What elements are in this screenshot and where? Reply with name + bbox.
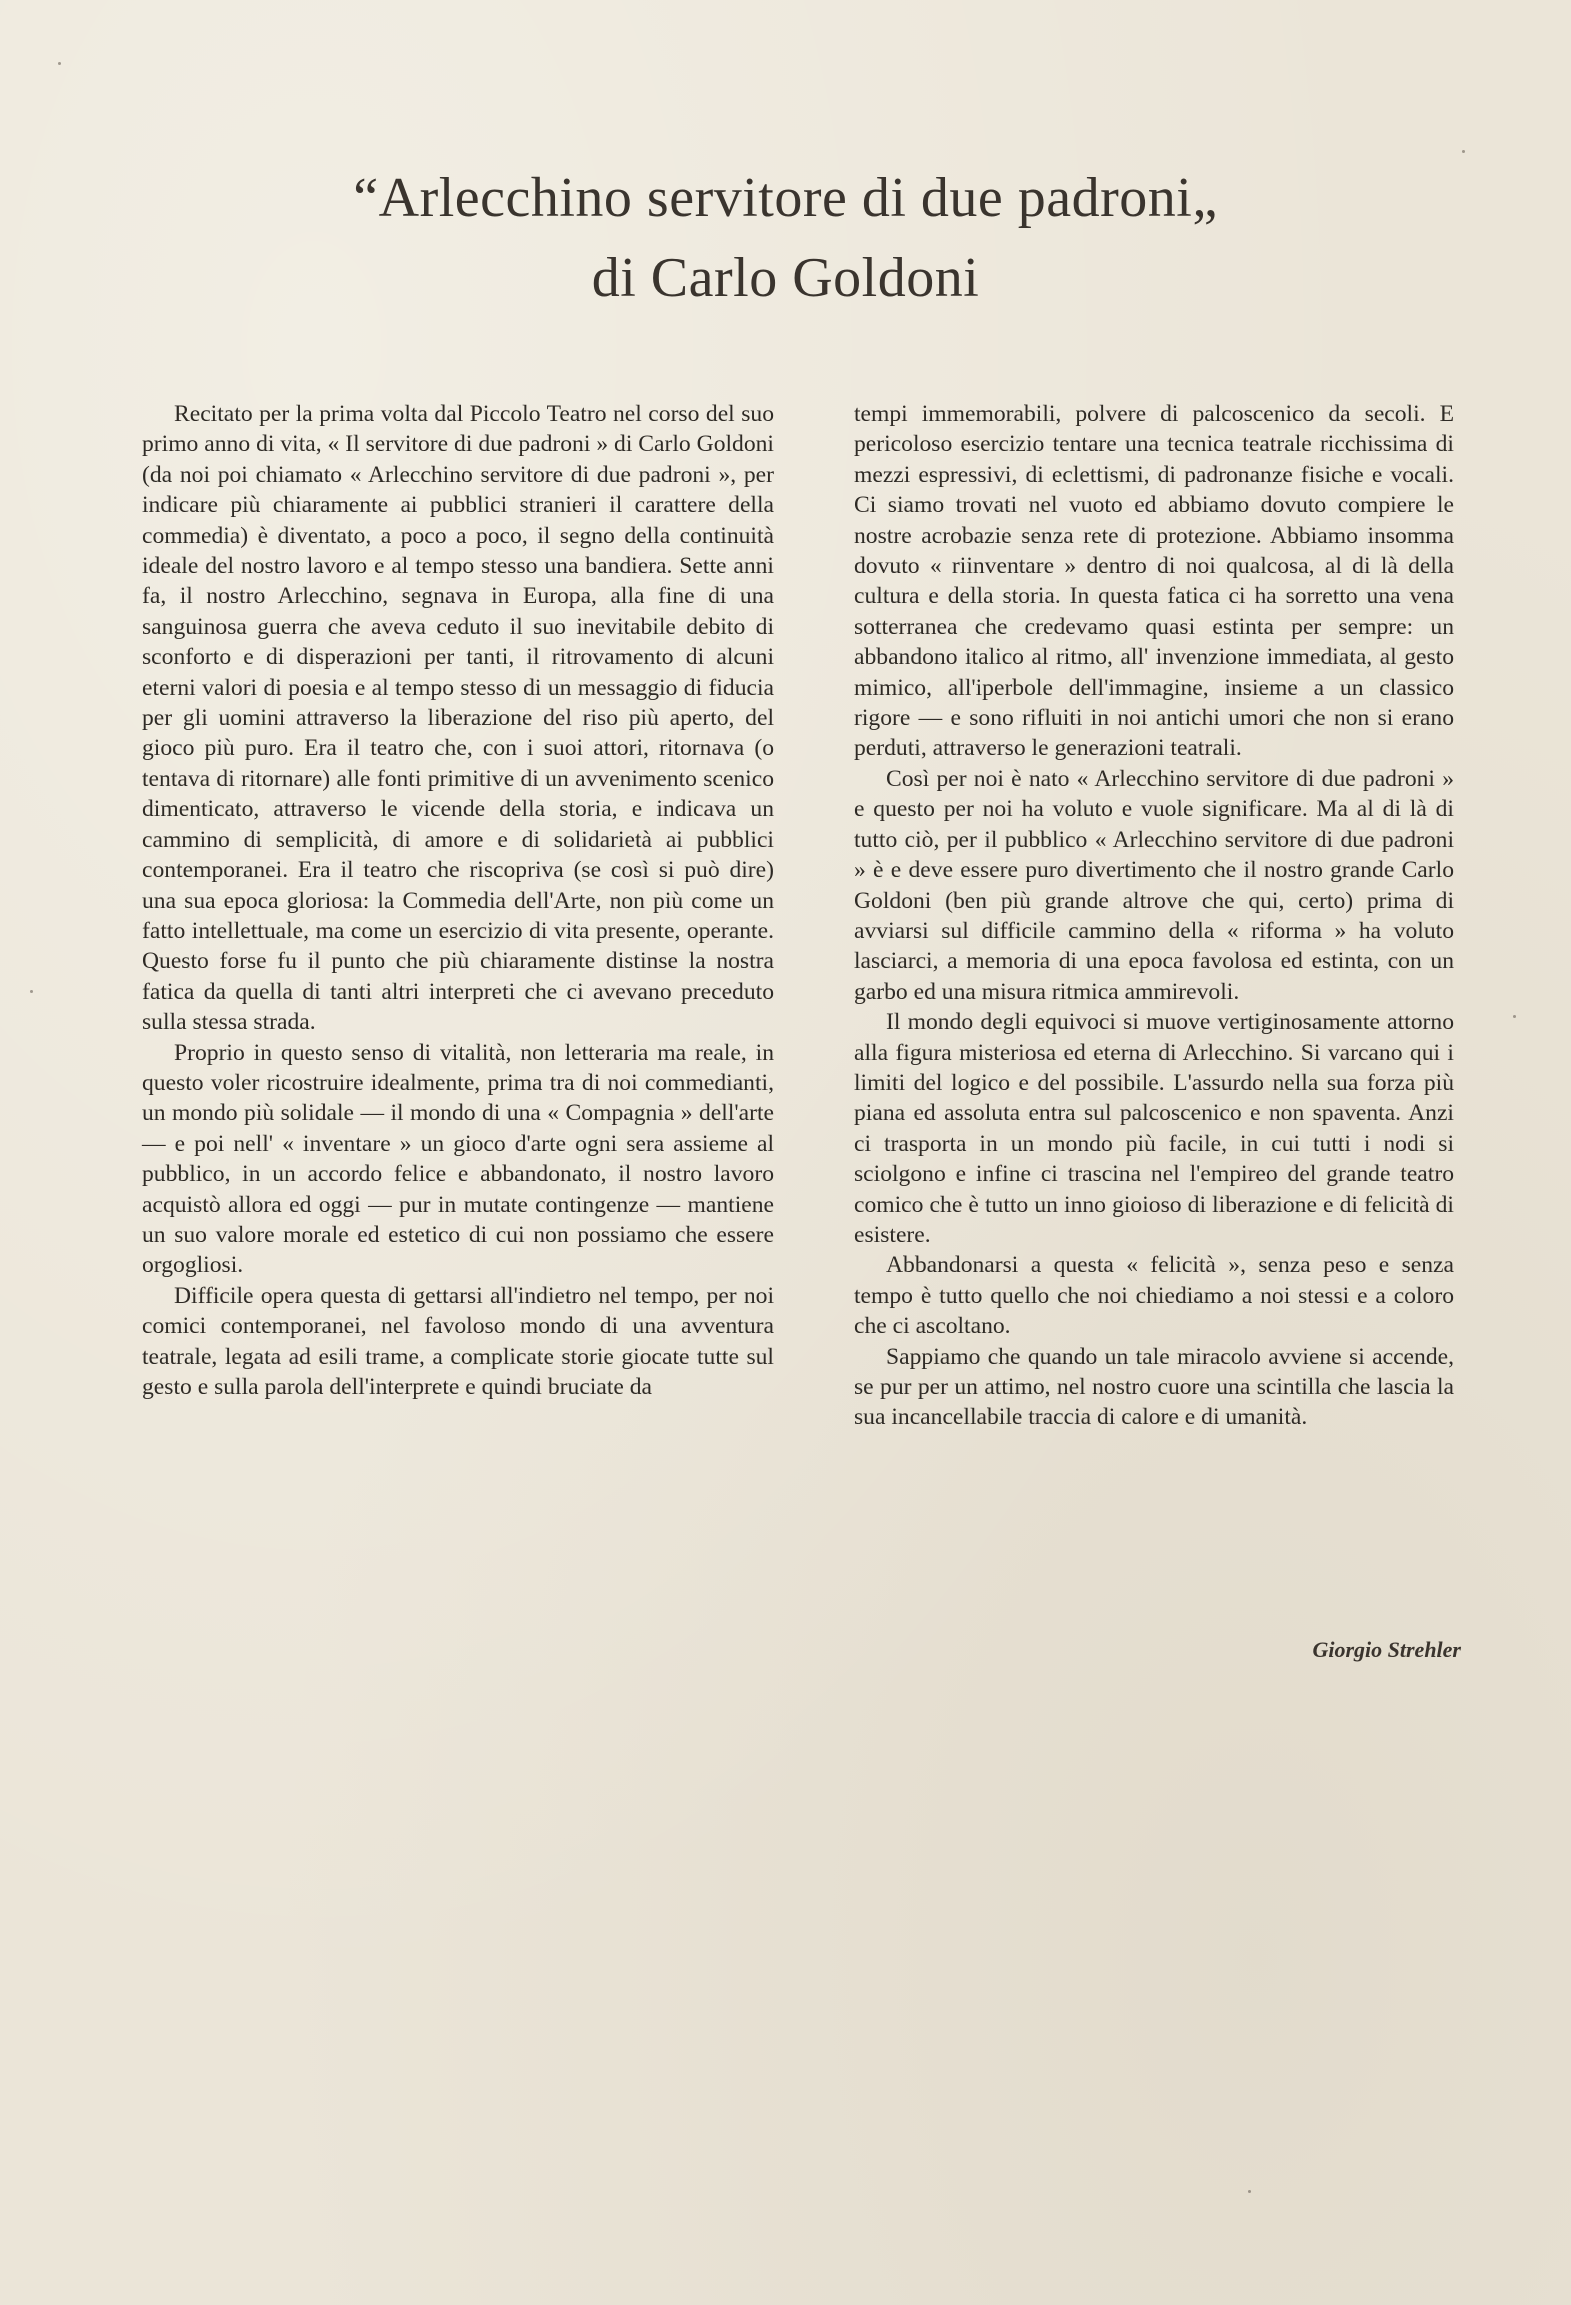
paragraph: Difficile opera questa di gettarsi all'indietro nel tempo, per noi comici contemporanei, nel favoloso mondo di una avventura teatrale, legata ad esili trame, a complicate storie giocate tutte sul gesto e sulla parola dell'interprete e quindi bruciate da <box>142 1282 774 1400</box>
article-title <box>0 158 1571 318</box>
paper-speck <box>30 990 33 993</box>
title-line-1: “Arlecchino servitore di due padroni„ <box>353 167 1218 229</box>
paragraph: Proprio in questo senso di vitalità, non letteraria ma reale, in questo voler ricostruire idealmente, prima tra di noi commedianti, un mondo più solidale — il mondo di una « Compagnia » dell'arte — e poi nell' « inventare » un gioco d'arte ogni sera assieme al pubblico, in un accordo felice e abbandonato, il nostro lavoro acquistò allora ed oggi — pur in mutate contingenze — mantiene un suo valore morale ed estetico di cui non possiamo che essere orgogliosi. <box>142 1039 774 1279</box>
paper-speck <box>1513 1015 1516 1018</box>
paper-speck <box>58 62 61 65</box>
left-column <box>142 399 774 1402</box>
paper-speck <box>1462 150 1465 153</box>
paragraph: tempi immemorabili, polvere di palcoscenico da secoli. E pericoloso esercizio tentare una tecnica teatrale ricchissima di mezzi espressivi, di eclettismi, di padronanze fisiche e vocali. Ci siamo trovati nel vuoto ed abbiamo dovuto compiere le nostre acrobazie senza rete di protezione. Abbiamo insomma dovuto « riinventare » dentro di noi qualcosa, al di là della cultura e della storia. In questa fatica ci ha sorretto una vena sotterranea che credevamo quasi estinta per sempre: un abbandono italico al ritmo, all' invenzione immediata, al gesto mimico, all'iperbole dell'immagine, insieme a un classico rigore — e sono rifluiti in noi antichi umori che non si erano perduti, attraverso le generazioni teatrali. <box>854 401 1454 762</box>
author-signature: Giorgio Strehler <box>1312 1637 1461 1662</box>
paragraph: Recitato per la prima volta dal Piccolo Teatro nel corso del suo primo anno di vita, « Il servitore di due padroni » di Carlo Goldoni (da noi poi chiamato « Arlecchino servitore di due padroni », per indicare più chiaramente ai pubblici stranieri il carattere della commedia) è diventato, a poco a poco, il segno della continuità ideale del nostro lavoro e al tempo stesso una bandiera. Sette anni fa, il nostro Arlecchino, segnava in Europa, alla fine di una sanguinosa guerra che aveva ceduto il suo inevitabile debito di sconforto e di disperazioni per tanti, il ritrovamento di alcuni eterni valori di poesia e al tempo stesso di un messaggio di fiducia per gli uomini attraverso la liberazione del riso più aperto, del gioco più puro. Era il teatro che, con i suoi attori, ritornava (o tentava di ritornare) alle fonti primitive di un avvenimento scenico dimenticato, attraverso le vicende della storia, e indicava un cammino di semplicità, di amore e di solidarietà ai pubblici contemporanei. Era il teatro che riscopriva (se così si può dire) una sua epoca gloriosa: la Commedia dell'Arte, non più come un fatto intellettuale, ma come un esercizio di vita presente, operante. Questo forse fu il punto che più chiaramente distinse la nostra fatica da quella di tanti altri interpreti che ci avevano preceduto sulla stessa strada. <box>142 401 774 1036</box>
paragraph: Sappiamo che quando un tale miracolo avviene si accende, se pur per un attimo, nel nostro cuore una scintilla che lascia la sua incancellabile traccia di calore e di umanità. <box>854 1343 1454 1431</box>
paragraph: Abbandonarsi a questa « felicità », senza peso e senza tempo è tutto quello che noi chiediamo a noi stessi e a coloro che ci ascoltano. <box>854 1252 1454 1340</box>
right-column <box>854 399 1454 1433</box>
title-line-2: di Carlo Goldoni <box>591 247 980 309</box>
paragraph: Il mondo degli equivoci si muove vertiginosamente attorno alla figura misteriosa ed eterna di Arlecchino. Si varcano qui i limiti del logico e del possibile. L'assurdo nella sua forza più piana ed assoluta entra sul palcoscenico e non spaventa. Anzi ci trasporta in un mondo più facile, in cui tutti i nodi si sciolgono e infine ci trascina nel l'empireo del grande teatro comico che è tutto un inno gioioso di liberazione e di felicità di esistere. <box>854 1009 1454 1248</box>
paragraph: Così per noi è nato « Arlecchino servitore di due padroni » e questo per noi ha voluto e vuole significare. Ma al di là di tutto ciò, per il pubblico « Arlecchino servitore di due padroni » è e deve essere puro divertimento che il nostro grande Carlo Goldoni (ben più grande altrove che qui, certo) prima di avviarsi sul difficile cammino della « riforma » ha voluto lasciarci, a memoria di una epoca favolosa ed estinta, con un garbo ed una misura ritmica ammirevoli. <box>854 765 1454 1005</box>
paper-speck <box>1248 2190 1251 2193</box>
